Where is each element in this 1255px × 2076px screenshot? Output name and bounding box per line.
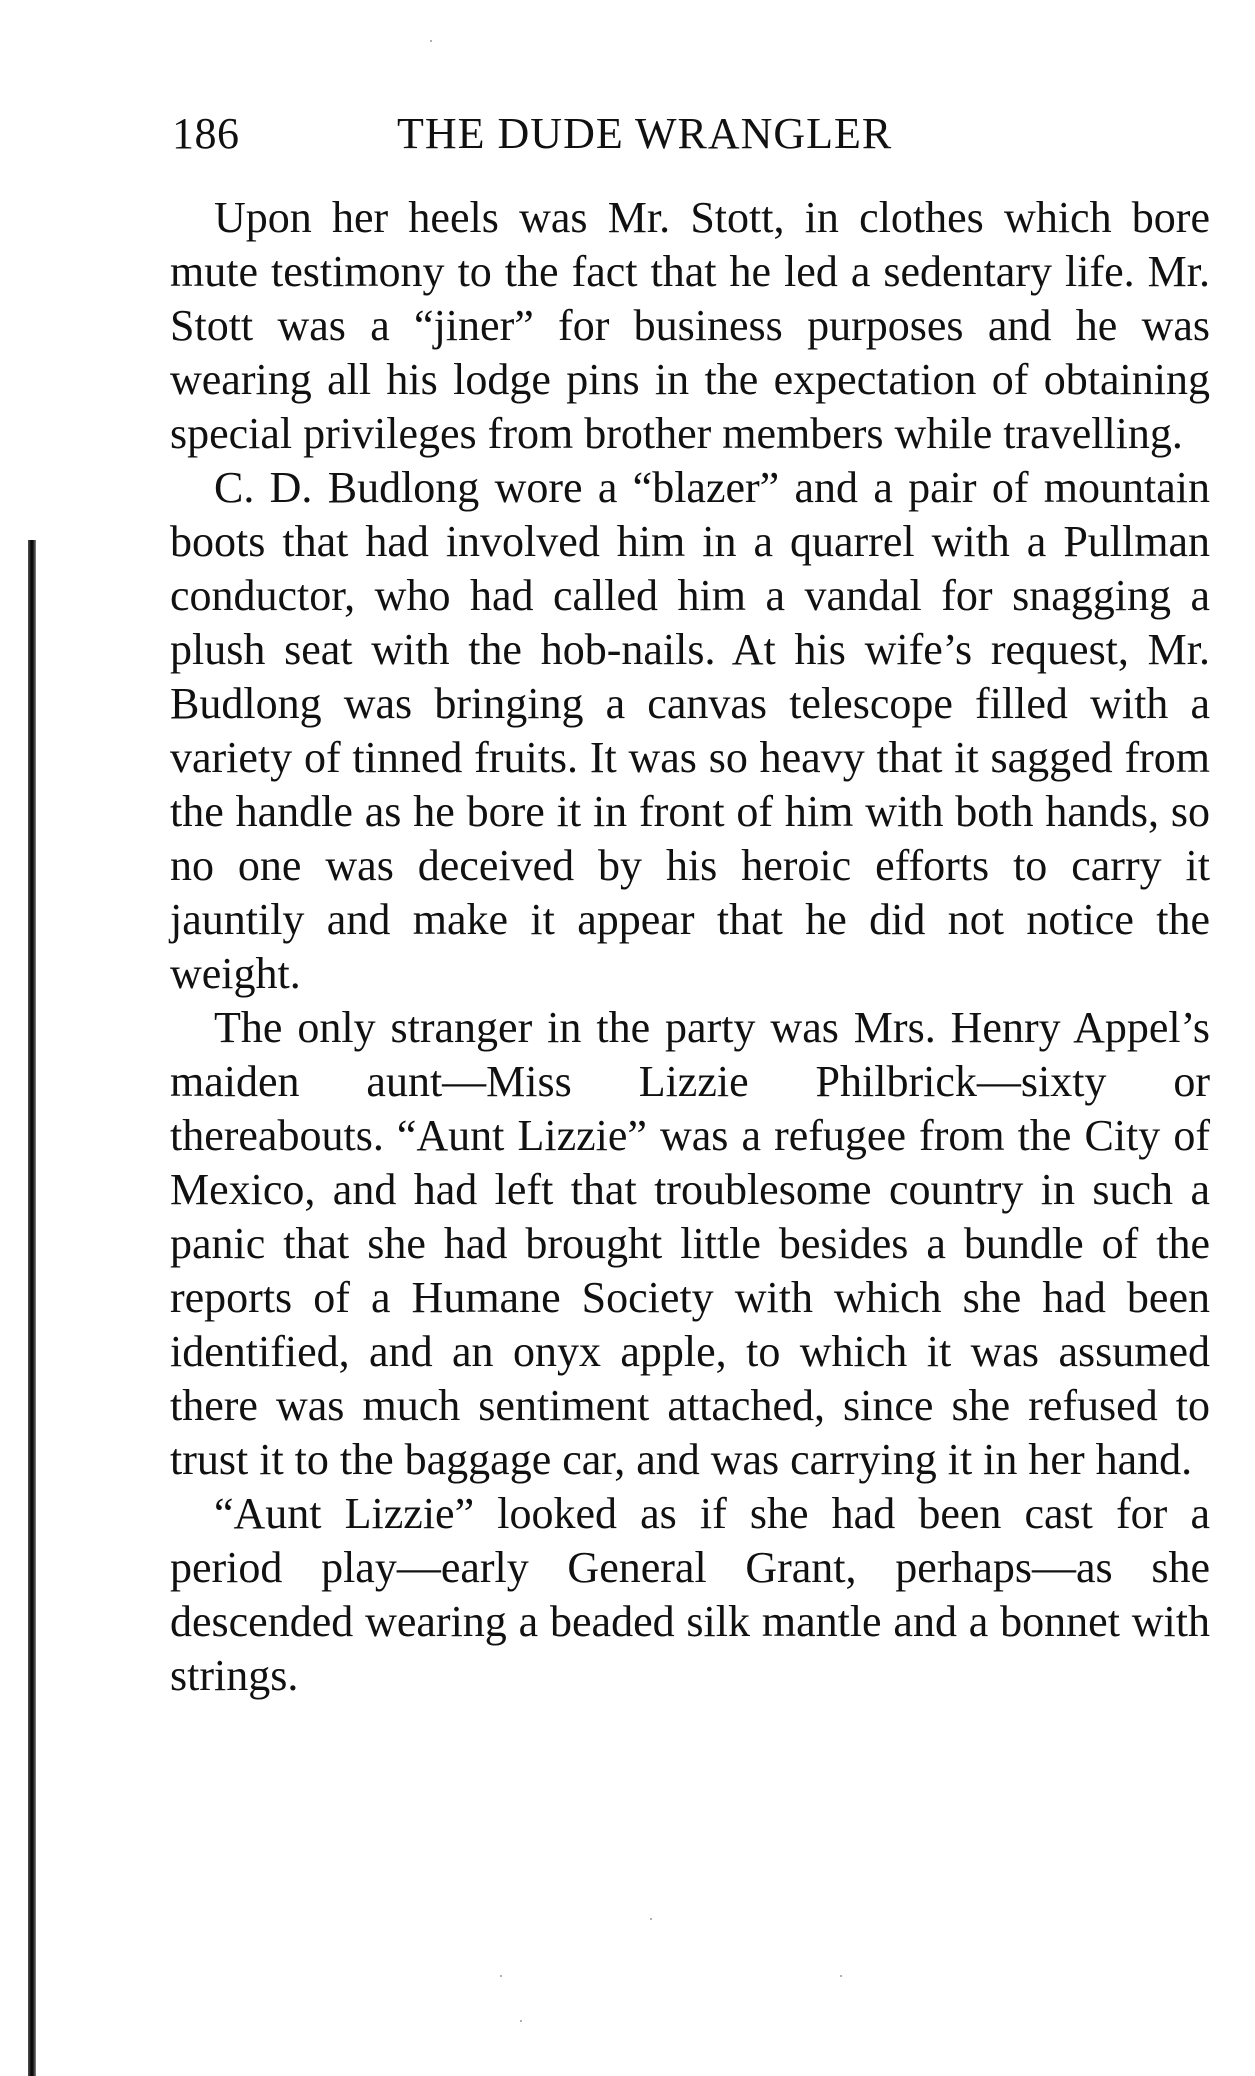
paper-speck [520,2020,522,2022]
paragraph-stott: Upon her heels was Mr. Stott, in clothes which bore mute testimony to the fact that he led a sedentary life. Mr. Stott was a “jiner” for business purposes and he was wearing all his lodge pins in the expectation of obtaining special privileges from brother members while travelling. [170,193,1210,458]
page-number: 186 [172,109,240,158]
body-text [170,191,1210,1703]
paragraph-aunt-lizzie-intro: The only stranger in the party was Mrs. Henry Appel’s maiden aunt—Miss Lizzie Philbrick—sixty or thereabouts. “Aunt Lizzie” was a refugee from the City of Mexico, and had left that troublesome country in such a panic that she had brought little besides a bundle of the reports of a Humane Society with which she had been identified, and an onyx apple, to which it was assumed there was much sentiment attached, since she refused to trust it to the baggage car, and was carrying it in her hand. [170,1003,1210,1484]
paragraph-budlong: C. D. Budlong wore a “blazer” and a pair of mountain boots that had involved him in a quarrel with a Pullman conductor, who had called him a vandal for snagging a plush seat with the hob-nails. At his wife’s request, Mr. Budlong was bringing a canvas telescope filled with a variety of tinned fruits. It was so heavy that it sagged from the handle as he bore it in front of him with both hands, so no one was deceived by his heroic efforts to carry it jauntily and make it appear that he did not notice the weight. [170,463,1210,998]
paragraph-aunt-lizzie-costume: “Aunt Lizzie” looked as if she had been cast for a period play—early General Grant, perhaps—as she descended wearing a beaded silk mantle and a bonnet with strings. [170,1489,1210,1700]
paper-speck [500,1975,502,1977]
running-head: THE DUDE WRANGLER [397,109,893,158]
paper-speck [650,1918,652,1920]
binding-gutter-line [28,540,36,2076]
page-header [172,108,1212,168]
paper-speck [430,40,432,42]
paper-speck [840,1975,842,1977]
